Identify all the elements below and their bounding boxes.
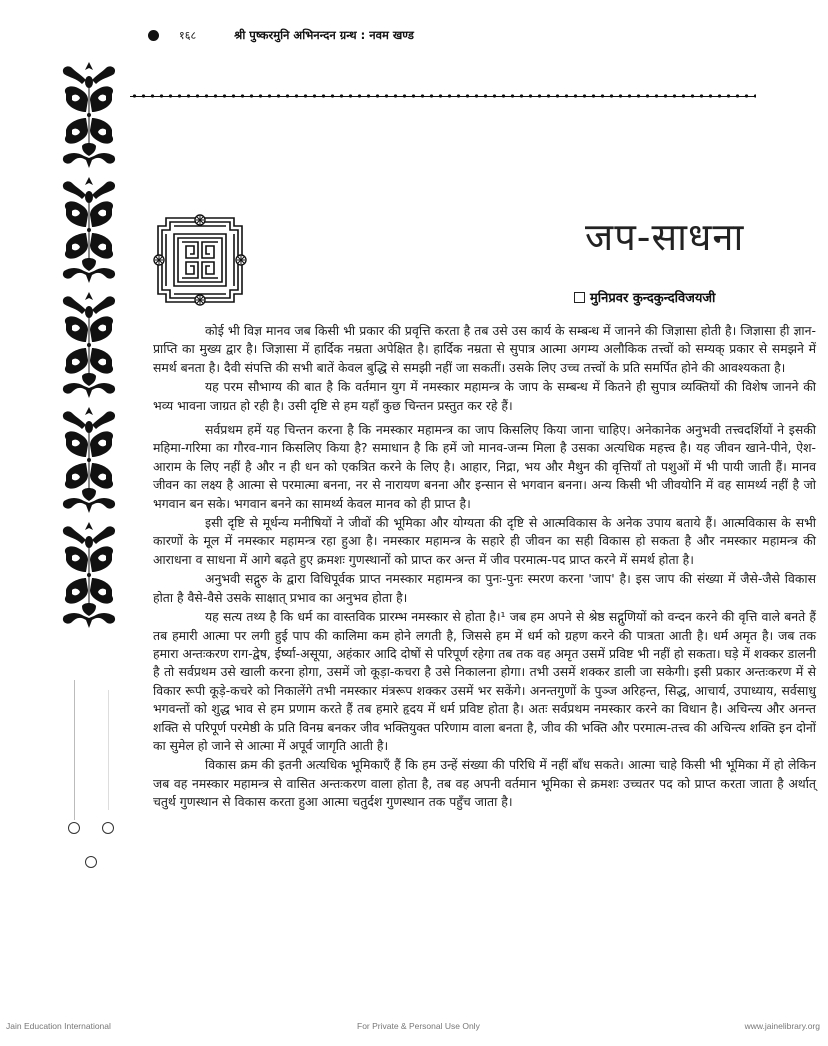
author-byline xyxy=(574,288,715,306)
article-title: जप-साधना xyxy=(585,215,745,259)
floral-ornament-icon xyxy=(58,405,120,515)
floral-ornament-icon xyxy=(58,290,120,400)
floral-ornament-icon xyxy=(58,60,120,170)
punch-hole-icon xyxy=(102,822,114,834)
bullet-icon xyxy=(148,30,159,41)
floral-ornament-icon xyxy=(58,520,120,630)
paragraph: अनुभवी सद्गुरु के द्वारा विधिपूर्वक प्राप्त नमस्कार महामन्त्र का पुनः-पुनः स्मरण करना 'जाप' है। इस जाप की संख्या में जैसे-जैसे विकास होता है वैसे-वैसे उसके साक्षात् प्रभाव का अनुभव होता है। xyxy=(153,571,816,605)
paragraph: यह परम सौभाग्य की बात है कि वर्तमान युग में नमस्कार महामन्त्र के जाप के सम्बन्ध में कितने ही सुपात्र व्यक्तियों की विशेष जानने की भव्य भावना जाग्रत हो रही है। उसी दृष्टि से हम यहाँ कुछ चिन्तन प्रस्तुत कर रहे हैं। xyxy=(153,379,816,413)
binding-line xyxy=(74,680,75,820)
paragraph: सर्वप्रथम हमें यह चिन्तन करना है कि नमस्कार महामन्त्र का जाप किसलिए किया जाना चाहिए। अनेकानेक अनुभवी तत्त्वदर्शियों ने इसकी महिमा-गरिमा का गौरव-गान किसलिए किया है? समाधान है कि हमें जो मानव-जन्म मिला है उसका अत्यधिक महत्त्व है। यह जीवन खाने-पीने, ऐश-आराम के लिए नहीं है और न ही धन को एकत्रित करने के लिए है। आहार, निद्रा, भय और मैथुन की वृत्तियाँ तो पशुओं में भी पायी जाती हैं। मानव जीवन का लक्ष्य है आत्मा से परमात्मा बनना, नर से नारायण बनना और इन्सान से भगवान बनना। अन्य किसी भी जीवयोनि में वह सामर्थ्य नहीं है जो भगवान बन सके। भगवान बनने का सामर्थ्य केवल मानव को ही प्राप्त है। xyxy=(153,422,816,511)
book-title: श्री पुष्करमुनि अभिनन्दन ग्रन्थ : नवम खण्ड xyxy=(234,27,414,42)
running-header xyxy=(148,24,414,46)
paragraph: यह सत्य तथ्य है कि धर्म का वास्तविक प्रारम्भ नमस्कार से होता है।¹ जब हम अपने से श्रेष्ठ सद्गुणियों को वन्दन करने की वृत्ति वाले बनते हैं तब हमारी आत्मा पर लगी हुई पाप की कालिमा कम होने लगती है, जिससे हम में धर्म को ग्रहण करने की पात्रता आती है। धर्म अमृत है। जब तक हमारा अन्तःकरण राग-द्वेष, ईर्ष्या-असूया, अहंकार आदि दोषों से परिपूर्ण रहेगा तब तक वह अमृत उसमें प्रविष्ट भी नहीं हो सकता। घड़े में शक्कर डालनी है तो सर्वप्रथम उसे खाली करना होगा, उसमें जो कूड़ा-कचरा है उसे निकालना होगा। तभी उसमें शक्कर डाली जा सकेगी। इसी प्रकार अन्तःकरण में से विकार रूपी कूड़े-कचरे को निकालेंगे तभी नमस्कार मंत्ररूप शक्कर उसमें भर सकेंगे। अनन्तगुणों के पुञ्ज अरिहन्त, सिद्ध, आचार्य, उपाध्याय, सर्वसाधु भगवन्तों को शुद्ध भाव से हम प्रणाम करते हैं तब हमारे हृदय में धर्म प्रविष्ट होता है। अतः सर्वप्रथम नमस्कार करने का विधान है। अचिन्त्य और अनन्त शक्ति से परिपूर्ण परमेष्ठी के प्रति विनम्र बनकर जीव भक्तियुक्त परिणाम वाला बनता है, जीव की भक्ति और परमात्म-तत्त्व की अचिन्त्य शक्ति इन दोनों का सुमेल हो जाने से आत्मा में अपूर्व जागृति आती है। xyxy=(153,609,816,753)
binding-line xyxy=(108,690,109,810)
footer-publisher: Jain Education International xyxy=(6,1021,111,1031)
floral-ornament-icon xyxy=(58,175,120,285)
footer-usage-note: For Private & Personal Use Only xyxy=(357,1021,480,1031)
page-number: १६८ xyxy=(179,28,197,42)
paragraph: विकास क्रम की इतनी अत्यधिक भूमिकाएँ हैं कि हम उन्हें संख्या की परिधि में नहीं बाँध सकते। आत्मा चाहे किसी भी भूमिका में हो लेकिन जब वह नमस्कार महामन्त्र से वासित अन्तःकरण वाला होता है, तब वह अपनी वर्तमान भूमिका से क्रमशः उच्चतर पद को प्राप्त करता जाता है अर्थात् चतुर्थ गुणस्थान से विकास करता हुआ आत्मा चतुर्दश गुणस्थान तक पहुँच जाता है। xyxy=(153,757,816,810)
meander-emblem-icon xyxy=(150,212,250,308)
footer-website-link[interactable]: www.jainelibrary.org xyxy=(744,1021,820,1031)
hollow-square-icon xyxy=(574,292,585,303)
punch-hole-icon xyxy=(68,822,80,834)
ornamental-border xyxy=(58,60,120,635)
article-body xyxy=(153,322,816,812)
paragraph: कोई भी विज्ञ मानव जब किसी भी प्रकार की प्रवृत्ति करता है तब उसे उस कार्य के सम्बन्ध में जानने की जिज्ञासा होती है। जिज्ञासा ही ज्ञान-प्राप्ति का मुख्य द्वार है। जिज्ञासा में हार्दिक नम्रता अपेक्षित है। हार्दिक नम्रता से सुपात्र आत्मा अगम्य अलौकिक तत्त्वों को सम्यक् प्रकार से समझने में समर्थ बनता है। दैवी संपत्ति की सभी बातें केवल बुद्धि से समझी नहीं जा सकतीं। उसके लिए उच्च तत्त्वों के प्रति समर्पित होने की आवश्यकता है। xyxy=(153,323,816,375)
paragraph: इसी दृष्टि से मूर्धन्य मनीषियों ने जीवों की भूमिका और योग्यता की दृष्टि से आत्मविकास के अनेक उपाय बताये हैं। आत्मविकास के सभी कारणों के मूल में नमस्कार महामन्त्र रहा हुआ है। नमस्कार महामन्त्र के सहारे ही जीवन का सही विकास हो सकता है और नमस्कार महामन्त्र की आराधना व साधना में आगे बढ़ते हुए क्रमशः गुणस्थानों को प्राप्त कर अन्त में जीव परमात्म-पद प्राप्त करने में समर्थ होता है। xyxy=(153,515,816,567)
dotted-divider xyxy=(130,94,756,98)
punch-hole-icon xyxy=(85,856,97,868)
author-name: मुनिप्रवर कुन्दकुन्दविजयजी xyxy=(590,291,716,306)
